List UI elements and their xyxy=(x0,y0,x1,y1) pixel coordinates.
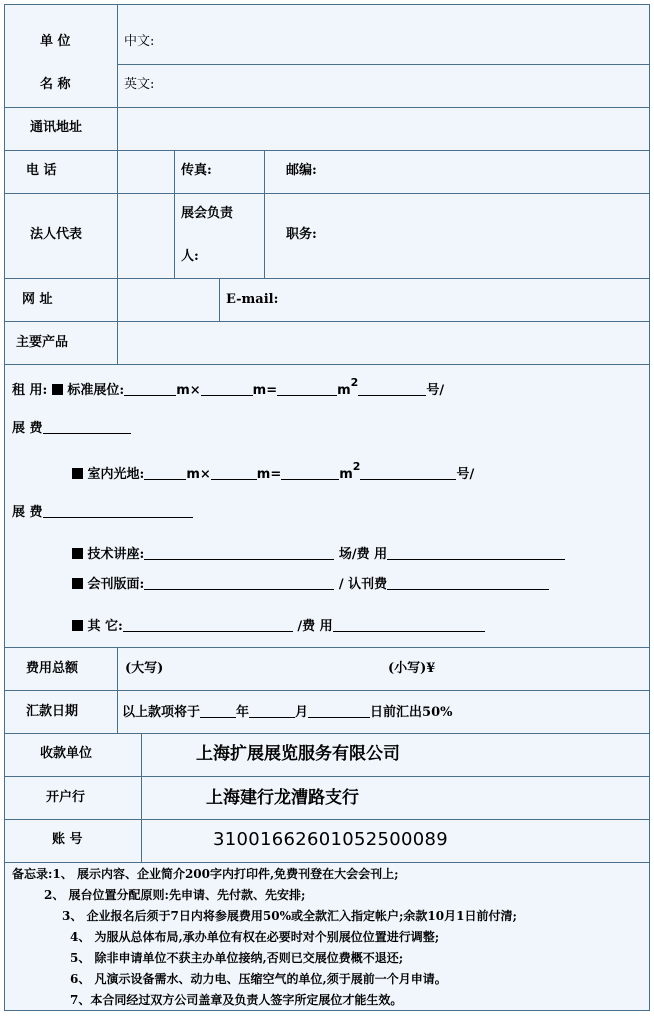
note-4: 4、 为服从总体布局,承办单位有权在必要时对个别展位位置进行调整; xyxy=(70,930,440,944)
fee-label: 展 费 xyxy=(12,421,43,436)
total-upper-field[interactable]: (大写) xyxy=(125,661,164,676)
divider xyxy=(174,150,175,278)
account-value: 31001662601052500089 xyxy=(213,829,449,850)
note-7: 7、本合同经过双方公司盖章及负责人签字所定展位才能生效。 xyxy=(70,993,403,1007)
address-field[interactable] xyxy=(122,114,642,142)
remit-date-line xyxy=(122,704,453,721)
checkbox-square-icon[interactable] xyxy=(52,384,63,395)
checkbox-square-icon[interactable] xyxy=(72,468,83,479)
divider xyxy=(117,4,118,364)
remit-text: 以上款项将于 xyxy=(122,705,201,720)
blank-field[interactable] xyxy=(387,576,549,590)
month-label: 月 xyxy=(295,705,309,720)
rental-prefix: 租 用: xyxy=(12,383,48,398)
indoor-space-line xyxy=(72,460,475,483)
lecture-fee-label: 场/费 用 xyxy=(338,547,388,562)
lecture-label: 技术讲座: xyxy=(87,547,145,562)
address-label: 通讯地址 xyxy=(30,120,83,135)
note-5: 5、 除非申请单位不获主办单位接纳,否则已交展位费概不退还; xyxy=(70,951,404,965)
blank-field[interactable] xyxy=(387,546,565,560)
unit-m: m xyxy=(337,383,351,398)
blank-field[interactable] xyxy=(124,382,176,396)
unit-m: m xyxy=(339,467,353,482)
bank-label: 开户行 xyxy=(46,790,86,805)
blank-field[interactable] xyxy=(358,382,426,396)
fee-line xyxy=(12,504,193,521)
phone-field[interactable] xyxy=(122,156,170,184)
divider xyxy=(4,647,650,648)
equals-sign: = xyxy=(270,467,282,482)
equals-sign: = xyxy=(266,383,278,398)
lecture-line xyxy=(72,546,565,563)
blank-field[interactable] xyxy=(144,576,334,590)
note-2: 2、 展台位置分配原则:先申请、先付款、先安排; xyxy=(44,888,306,902)
position-field[interactable]: 职务: xyxy=(286,227,317,242)
other-label: 其 它: xyxy=(87,619,123,634)
blank-field[interactable] xyxy=(333,618,485,632)
journal-line xyxy=(72,576,549,593)
chinese-name-field[interactable]: 中文: xyxy=(124,34,155,49)
legal-rep-field[interactable] xyxy=(122,198,170,272)
year-label: 年 xyxy=(236,705,250,720)
website-field[interactable] xyxy=(122,284,214,314)
blank-field[interactable] xyxy=(277,382,337,396)
exhibitor-contact-field[interactable]: 人: xyxy=(181,249,199,264)
payee-label: 收款单位 xyxy=(40,746,93,761)
divider xyxy=(4,776,650,777)
blank-field[interactable] xyxy=(360,466,456,480)
english-name-field[interactable]: 英文: xyxy=(124,77,155,92)
other-fee-label: /费 用 xyxy=(297,619,333,634)
divider xyxy=(4,150,650,151)
unit-m: m xyxy=(186,467,200,482)
number-suffix: 号/ xyxy=(456,467,475,482)
divider xyxy=(219,278,220,321)
phone-label: 电 话 xyxy=(26,163,57,178)
account-label: 账 号 xyxy=(52,832,83,847)
checkbox-square-icon[interactable] xyxy=(72,620,83,631)
unit-m: m xyxy=(176,383,190,398)
journal-fee-label: / 认刊费 xyxy=(338,577,388,592)
divider xyxy=(117,64,650,65)
email-field[interactable]: E-mail: xyxy=(226,292,279,307)
standard-booth-line xyxy=(12,376,445,399)
times-sign: × xyxy=(189,383,201,398)
times-sign: × xyxy=(199,467,211,482)
blank-field[interactable] xyxy=(144,466,186,480)
checkbox-square-icon[interactable] xyxy=(72,548,83,559)
divider xyxy=(4,733,650,734)
divider xyxy=(4,278,650,279)
note-6: 6、 凡演示设备需水、动力电、压缩空气的单位,须于展前一个月申请。 xyxy=(70,972,447,986)
products-field[interactable] xyxy=(122,327,642,357)
year-field[interactable] xyxy=(200,704,236,718)
blank-field[interactable] xyxy=(281,466,339,480)
products-label: 主要产品 xyxy=(16,335,69,350)
bank-value: 上海建行龙漕路支行 xyxy=(206,788,359,808)
total-label: 费用总额 xyxy=(26,661,79,676)
blank-field[interactable] xyxy=(43,504,193,518)
note-3: 3、 企业报名后须于7日内将参展费用50%或全款汇入指定帐户;余款10月1日前付清; xyxy=(62,909,517,923)
day-field[interactable] xyxy=(308,704,370,718)
unit-m: m xyxy=(252,383,267,398)
fee-label: 展 费 xyxy=(12,505,43,520)
website-label: 网 址 xyxy=(22,292,53,307)
unit-label: 单 位 xyxy=(40,34,71,49)
checkbox-square-icon[interactable] xyxy=(72,578,83,589)
superscript-2: 2 xyxy=(350,376,359,389)
indoor-space-label: 室内光地: xyxy=(87,467,145,482)
divider xyxy=(4,862,650,863)
exhibitor-contact-label: 展会负责 xyxy=(181,206,234,221)
divider xyxy=(4,819,650,820)
note-1: 备忘录:1、 展示内容、企业简介200字内打印件,免费刊登在大会会刊上; xyxy=(12,867,399,881)
unit-label: 名 称 xyxy=(40,77,71,92)
zip-field[interactable]: 邮编: xyxy=(286,163,317,178)
legal-rep-label: 法人代表 xyxy=(30,227,83,242)
blank-field[interactable] xyxy=(123,618,293,632)
remit-suffix: 日前汇出50% xyxy=(370,705,453,720)
standard-booth-label: 标准展位: xyxy=(67,383,125,398)
unit-m: m xyxy=(256,467,271,482)
divider xyxy=(4,364,650,365)
other-line xyxy=(72,618,485,635)
number-suffix: 号/ xyxy=(426,383,445,398)
divider xyxy=(4,690,650,691)
divider xyxy=(264,150,265,278)
superscript-2: 2 xyxy=(352,460,361,473)
divider xyxy=(4,107,650,108)
payee-value: 上海扩展展览服务有限公司 xyxy=(196,744,400,764)
fee-line xyxy=(12,420,131,437)
remit-date-label: 汇款日期 xyxy=(26,704,79,719)
month-field[interactable] xyxy=(249,704,295,718)
journal-label: 会刊版面: xyxy=(87,577,145,592)
blank-field[interactable] xyxy=(43,420,131,434)
divider xyxy=(4,193,650,194)
divider xyxy=(4,321,650,322)
blank-field[interactable] xyxy=(201,382,253,396)
divider xyxy=(141,733,142,862)
blank-field[interactable] xyxy=(144,546,334,560)
total-lower-field[interactable]: (小写)¥ xyxy=(388,661,436,676)
divider xyxy=(117,647,118,733)
fax-field[interactable]: 传真: xyxy=(181,163,212,178)
blank-field[interactable] xyxy=(211,466,257,480)
